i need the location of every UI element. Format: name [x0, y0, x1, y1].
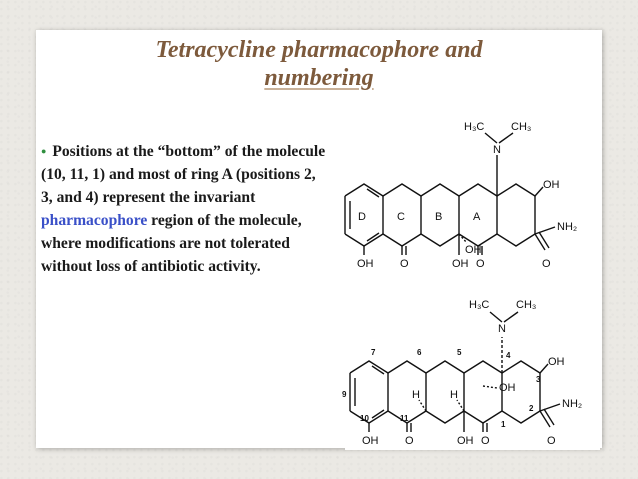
bottom-amide-bond — [540, 404, 560, 411]
top-rings-lower-edge — [345, 234, 535, 246]
top-oh-right: OH — [543, 179, 560, 191]
title-line-2: numbering — [264, 65, 374, 91]
bullet-paragraph — [41, 140, 331, 278]
top-structure — [345, 133, 555, 255]
pharmacophore-highlight: pharmacophore — [41, 212, 148, 229]
position-11: 11 — [400, 414, 409, 423]
top-ring-label-d: D — [358, 211, 366, 223]
bottom-rings-upper-edge — [350, 361, 540, 373]
top-ring-label-a: A — [473, 211, 481, 223]
bottom-oh-right-bond — [540, 364, 548, 373]
top-rings-upper-edge — [345, 184, 535, 196]
top-amide-carbonyl-double — [539, 232, 549, 248]
top-bottom-label-2: O — [400, 258, 409, 270]
position-4: 4 — [506, 351, 511, 360]
slide-title — [36, 36, 602, 92]
bottom-label-2: O — [405, 435, 414, 447]
bottom-label-3: OH — [457, 435, 474, 447]
position-1: 1 — [501, 420, 506, 429]
top-methyl-right-bond — [499, 133, 513, 143]
top-nitrogen: N — [493, 144, 501, 156]
top-methyl-right: CH₃ — [511, 121, 532, 133]
bottom-methyl-right-bond — [504, 312, 518, 322]
bullet-text-start: Positions at the “bottom” of the molecule (10, 11, 1) and most of ring A (positions 2, 3, and 4) represent the invariant — [41, 143, 326, 206]
bottom-methyl-right: CH₃ — [516, 299, 537, 311]
top-amide-carbonyl-bond — [535, 234, 545, 250]
bottom-nitrogen: N — [498, 323, 506, 335]
top-bottom-label-1: OH — [357, 258, 374, 270]
bullet-marker-icon: ● — [41, 146, 47, 156]
bottom-methyl-left-bond — [490, 312, 502, 322]
bullet-text-end: region of the molecule, where modifications are not tolerated without loss of antibiotic activity. — [41, 212, 302, 275]
bottom-rings-lower-edge — [350, 411, 540, 423]
bottom-structure — [350, 312, 560, 432]
top-bottom-label-3: OH — [452, 258, 469, 270]
top-bottom-label-4: O — [476, 258, 485, 270]
bottom-h-left: H — [412, 389, 420, 401]
top-oh-center: OH — [465, 244, 482, 256]
bottom-label-5: O — [547, 435, 556, 447]
position-2: 2 — [529, 404, 534, 413]
position-3: 3 — [536, 375, 541, 384]
top-ring-label-c: C — [397, 211, 405, 223]
position-10: 10 — [360, 414, 369, 423]
top-bottom-label-5: O — [542, 258, 551, 270]
top-oh-right-bond — [535, 187, 543, 196]
bottom-label-4: O — [481, 435, 490, 447]
bottom-center-oh-bond — [483, 386, 497, 388]
bottom-h-left-bond — [419, 400, 426, 411]
bottom-label-1: OH — [362, 435, 379, 447]
bottom-oh-center: OH — [499, 382, 516, 394]
position-5: 5 — [457, 348, 462, 357]
bottom-h-right-bond — [457, 400, 464, 411]
structure-diagrams — [342, 115, 600, 450]
top-methyl-left: H₃C — [464, 121, 485, 133]
top-amide-bond — [535, 227, 555, 234]
bottom-oh-right: OH — [548, 356, 565, 368]
bottom-methyl-left: H₃C — [469, 299, 490, 311]
bottom-amide-carbonyl-bond — [540, 411, 550, 427]
bottom-amide-carbonyl-double — [544, 409, 554, 425]
bottom-h-right: H — [450, 389, 458, 401]
top-amide: NH₂ — [557, 221, 578, 233]
position-7: 7 — [371, 348, 376, 357]
top-ring-label-b: B — [435, 211, 443, 223]
tetracycline-structure-figure — [342, 115, 600, 450]
position-9: 9 — [342, 390, 347, 399]
title-line-1: Tetracycline pharmacophore and — [155, 37, 483, 63]
top-methyl-left-bond — [485, 133, 497, 143]
position-6: 6 — [417, 348, 422, 357]
bottom-amide: NH₂ — [562, 398, 583, 410]
